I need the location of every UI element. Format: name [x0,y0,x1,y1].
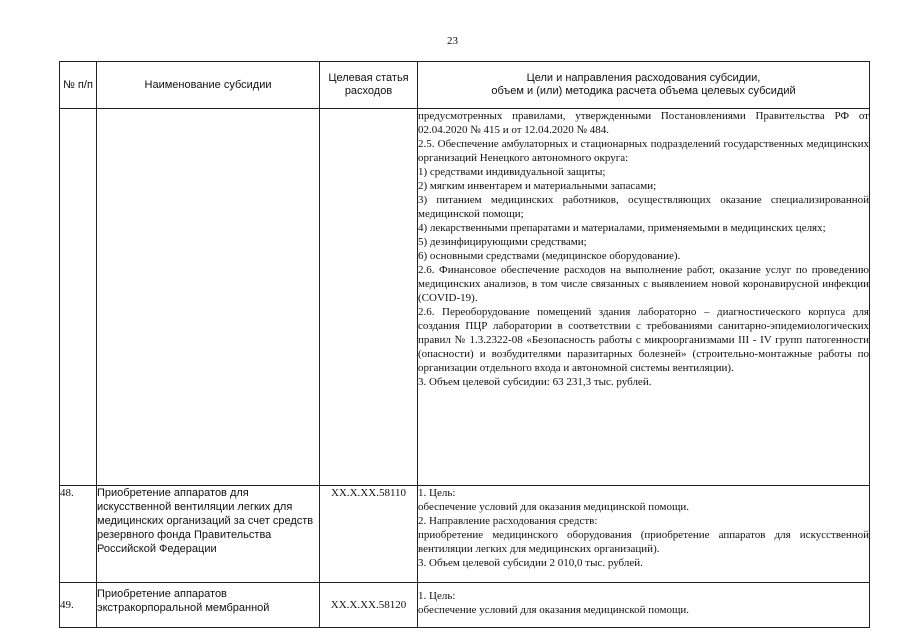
row-number: 49. [60,583,97,628]
header-name: Наименование субсидии [97,62,320,109]
goals-line: 3) питанием медицинских работников, осуществляющих оказание специализированной медицинской помощи; [418,194,869,220]
goals-line: приобретение медицинского оборудования (приобретение аппаратов для искусственной вентиляции легких для медицинских организаций). [418,529,869,555]
goals-line: 1. Цель: [418,590,456,602]
budget-code: XX.X.XX.58110 [320,486,418,583]
header-code: Целевая статья расходов [320,62,418,109]
goals-line: 5) дезинфицирующими средствами; [418,236,587,248]
row-number: 48. [60,486,97,583]
goals-line: обеспечение условий для оказания медицинской помощи. [418,501,690,513]
subsidy-table [59,61,870,628]
goals-line: 2.6. Переоборудование помещений здания лабораторно – диагностического корпуса для создания ПЦР лаборатории в соответствии с требованиями санитарно-эпидемиологических правил № 1.3.2322-08 «Безопасность работы с микроорганизмами III - IV групп патогенности (опасности) и возбудителями паразитарных болезней» (строительно-монтажные работы по организации отдельного входа и автономной системы вентиляции). [418,306,869,374]
goals-line: 2.6. Финансовое обеспечение расходов на выполнение работ, оказание услуг по проведению медицинских анализов, в том числе связанных с выявлением новой коронавирусной инфекции (COVID-19). [418,264,869,304]
page-number: 23 [447,35,458,47]
goals-line: 4) лекарственными препаратами и материалами, применяемыми в медицинских целях; [418,222,826,234]
header-num: № п/п [60,62,97,109]
header-goals-line2: объем и (или) методика расчета объема целевых субсидий [491,85,796,97]
goals-line: 1) средствами индивидуальной защиты; [418,166,606,178]
subsidy-name: Приобретение аппаратов экстракорпоральной мембранной [97,583,320,628]
goals-line: 2. Направление расходования средств: [418,515,598,527]
goals-line: 2.5. Обеспечение амбулаторных и стационарных подразделений государственных медицинских организаций Ненецкого автономного округа: [418,138,869,164]
subsidy-name: Приобретение аппаратов для искусственной вентиляции легких для медицинских организаций за счет средств резервного фонда Правительства Российской Федерации [97,486,320,583]
cell-code-empty [320,109,418,486]
cell-goals-continued [418,109,870,486]
table-row [60,486,870,583]
goals-line: обеспечение условий для оказания медицинской помощи. [418,604,690,616]
header-goals [418,62,870,109]
goals-line: 1. Цель: [418,487,456,499]
header-goals-line1: Цели и направления расходования субсидии, [526,72,761,84]
goals-line: 2) мягким инвентарем и материальными запасами; [418,180,657,192]
table-row [60,583,870,628]
cell-name-empty [97,109,320,486]
subsidy-goals [418,486,870,583]
cell-num-empty [60,109,97,486]
goals-line: 3. Объем целевой субсидии 2 010,0 тыс. рублей. [418,557,643,569]
table-row-continued [60,109,870,486]
budget-code: XX.X.XX.58120 [320,583,418,628]
goals-line: 6) основными средствами (медицинское оборудование). [418,250,681,262]
goals-line: предусмотренных правилами, утвержденными Постановлениями Правительства РФ от 02.04.2020 № 415 и от 12.04.2020 № 484. [418,110,869,136]
subsidy-goals [418,583,870,628]
table-header-row [60,62,870,109]
goals-line: 3. Объем целевой субсидии: 63 231,3 тыс. рублей. [418,376,652,388]
